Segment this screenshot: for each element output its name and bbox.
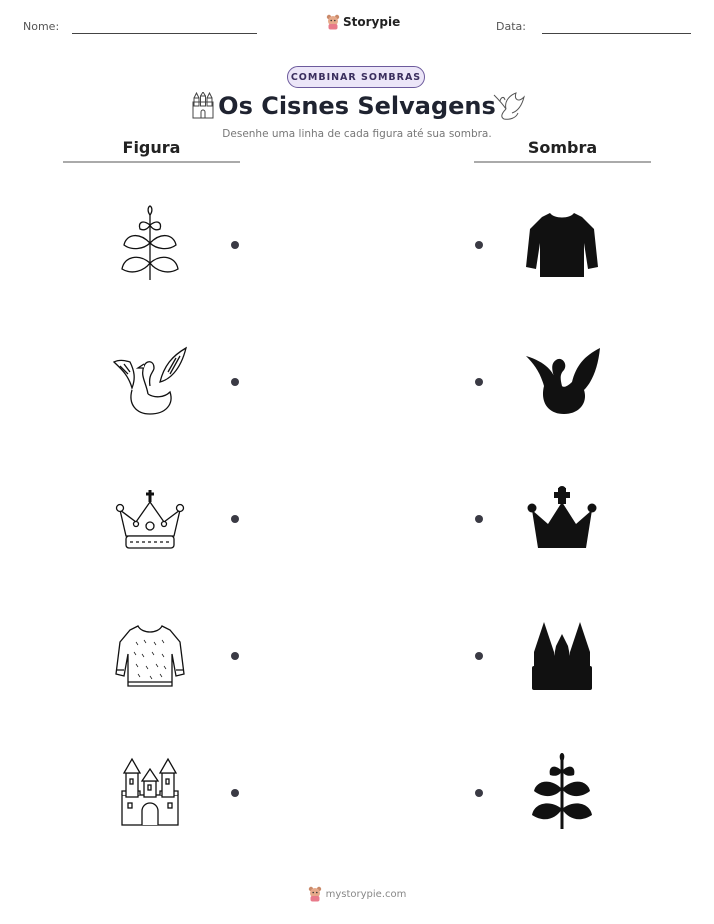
date-line[interactable] xyxy=(542,33,691,34)
brand-logo xyxy=(326,14,400,30)
shadow-column-divider xyxy=(474,161,651,163)
figure-dot-4[interactable] xyxy=(231,652,239,660)
swan-decoration-icon xyxy=(492,91,526,121)
date-label: Data: xyxy=(496,20,526,33)
bear-icon xyxy=(326,14,340,30)
crown-icon xyxy=(110,480,190,560)
footer-url[interactable]: mystorypie.com xyxy=(325,888,407,900)
crown-shadow-icon xyxy=(522,480,602,560)
swan-shadow-icon xyxy=(522,342,602,422)
footer xyxy=(0,886,714,902)
figure-dot-2[interactable] xyxy=(231,378,239,386)
castle-icon xyxy=(110,753,190,833)
brand-name: Storypie xyxy=(343,15,401,29)
figure-dot-1[interactable] xyxy=(231,241,239,249)
page-instructions: Desenhe uma linha de cada figura até sua sombra. xyxy=(222,128,492,140)
shadow-dot-5[interactable] xyxy=(475,789,483,797)
figure-dot-5[interactable] xyxy=(231,789,239,797)
figure-dot-3[interactable] xyxy=(231,515,239,523)
bear-footer-icon xyxy=(308,886,322,902)
name-line[interactable] xyxy=(72,33,257,34)
shadow-dot-4[interactable] xyxy=(475,652,483,660)
castle-shadow-icon xyxy=(522,616,602,696)
shadow-dot-3[interactable] xyxy=(475,515,483,523)
name-label: Nome: xyxy=(23,20,60,33)
figure-column-title: Figura xyxy=(122,138,181,157)
activity-badge: COMBINAR SOMBRAS xyxy=(287,66,425,88)
figure-column-divider xyxy=(63,161,240,163)
shadow-dot-1[interactable] xyxy=(475,241,483,249)
shadow-column-title: Sombra xyxy=(527,138,598,157)
nettle-plant-shadow-icon xyxy=(522,753,602,833)
shadow-dot-2[interactable] xyxy=(475,378,483,386)
page-title: Os Cisnes Selvagens xyxy=(218,92,496,120)
sweater-icon xyxy=(110,616,190,696)
swan-icon xyxy=(110,342,190,422)
nettle-plant-icon xyxy=(110,205,190,285)
sweater-shadow-icon xyxy=(522,205,602,285)
